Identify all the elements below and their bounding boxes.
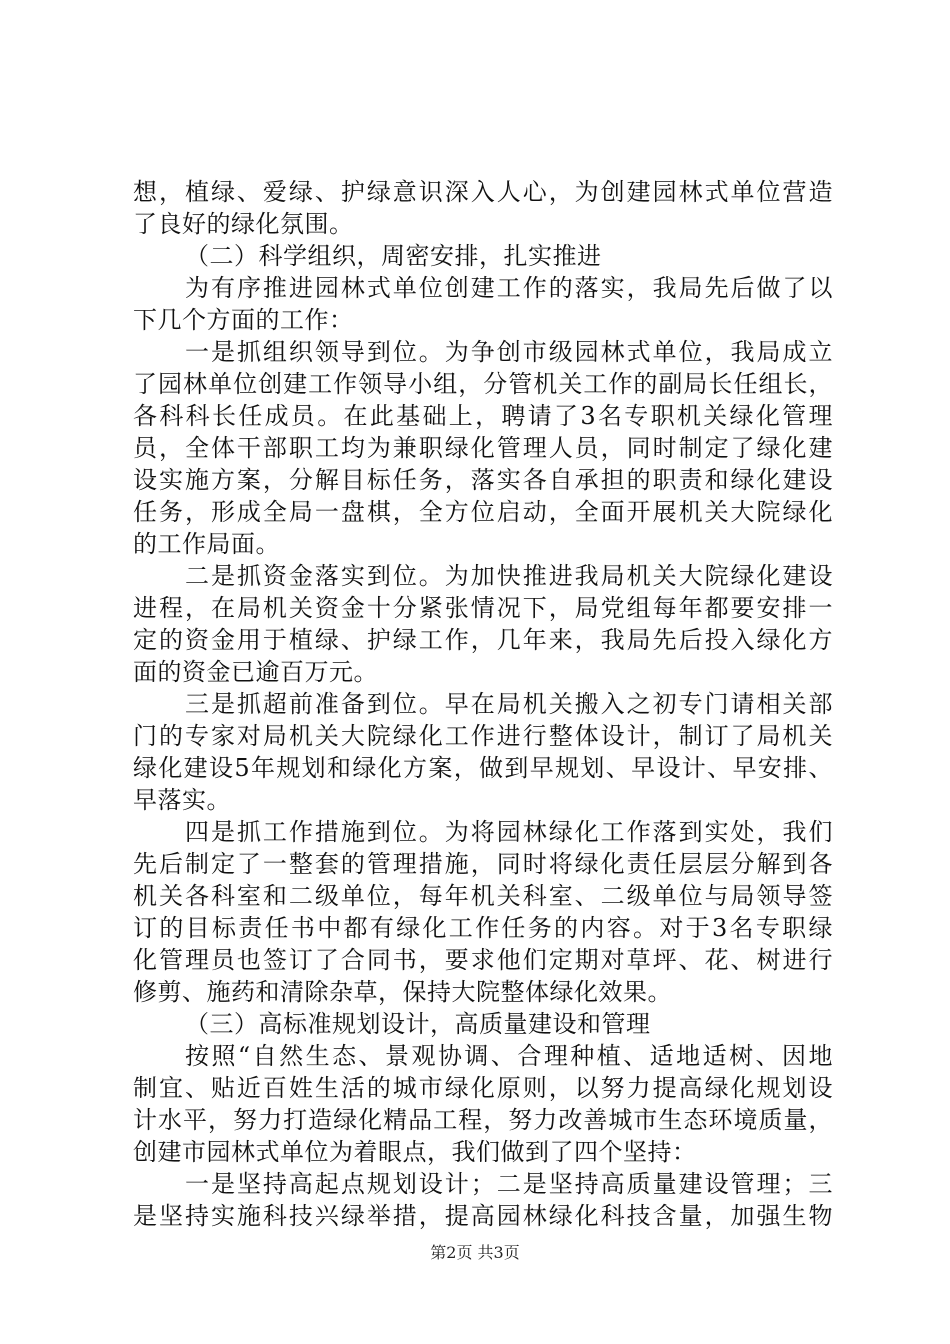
- text-line: 任务，形成全局一盘棋，全方位启动，全面开展机关大院绿化: [133, 498, 833, 526]
- text-line: 设实施方案，分解目标任务，落实各自承担的职责和绿化建设: [133, 466, 833, 494]
- text-line: 订的目标责任书中都有绿化工作任务的内容。对于3名专职绿: [133, 914, 833, 942]
- text-line: 先后制定了一整套的管理措施，同时将绿化责任层层分解到各: [133, 850, 833, 878]
- text-line: 一是坚持高起点规划设计；二是坚持高质量建设管理；三: [185, 1170, 833, 1198]
- text-line: 门的专家对局机关大院绿化工作进行整体设计，制订了局机关: [133, 722, 833, 750]
- text-line: 二是抓资金落实到位。为加快推进我局机关大院绿化建设: [185, 562, 833, 590]
- text-line: 绿化建设5年规划和绿化方案，做到早规划、早设计、早安排、: [133, 754, 833, 782]
- text-line: 是坚持实施科技兴绿举措，提高园林绿化科技含量，加强生物: [133, 1202, 833, 1230]
- text-line: 面的资金已逾百万元。: [133, 658, 378, 686]
- text-line: 一是抓组织领导到位。为争创市级园林式单位，我局成立: [185, 338, 833, 366]
- text-line: 为有序推进园林式单位创建工作的落实，我局先后做了以: [185, 274, 833, 302]
- text-line: 进程，在局机关资金十分紧张情况下，局党组每年都要安排一: [133, 594, 833, 622]
- text-line: （三）高标准规划设计，高质量建设和管理: [185, 1010, 651, 1038]
- text-line: （二）科学组织，周密安排，扎实推进: [185, 242, 602, 270]
- text-line: 下几个方面的工作：: [133, 306, 354, 334]
- text-line: 各科科长任成员。在此基础上，聘请了3名专职机关绿化管理: [133, 402, 833, 430]
- page-footer: 第2页 共3页: [430, 1243, 520, 1262]
- text-line: 三是抓超前准备到位。早在局机关搬入之初专门请相关部: [185, 690, 833, 718]
- text-line: 早落实。: [133, 786, 231, 814]
- text-line: 想，植绿、爱绿、护绿意识深入人心，为创建园林式单位营造: [133, 178, 833, 206]
- text-line: 按照“自然生态、景观协调、合理种植、适地适树、因地: [185, 1042, 833, 1070]
- text-line: 员，全体干部职工均为兼职绿化管理人员，同时制定了绿化建: [133, 434, 833, 462]
- text-line: 机关各科室和二级单位，每年机关科室、二级单位与局领导签: [133, 882, 833, 910]
- text-line: 化管理员也签订了合同书，要求他们定期对草坪、花、树进行: [133, 946, 833, 974]
- text-line: 定的资金用于植绿、护绿工作，几年来，我局先后投入绿化方: [133, 626, 833, 654]
- text-line: 修剪、施药和清除杂草，保持大院整体绿化效果。: [133, 978, 672, 1006]
- text-line: 的工作局面。: [133, 530, 280, 558]
- text-line: 了园林单位创建工作领导小组，分管机关工作的副局长任组长，: [133, 370, 833, 398]
- text-line: 四是抓工作措施到位。为将园林绿化工作落到实处，我们: [185, 818, 833, 846]
- text-line: 制宜、贴近百姓生活的城市绿化原则，以努力提高绿化规划设: [133, 1074, 833, 1102]
- text-line: 计水平，努力打造绿化精品工程，努力改善城市生态环境质量，: [133, 1106, 833, 1134]
- text-line: 创建市园林式单位为着眼点，我们做到了四个坚持：: [133, 1138, 697, 1166]
- document-body: [133, 176, 833, 1232]
- text-line: 了良好的绿化氛围。: [133, 210, 354, 238]
